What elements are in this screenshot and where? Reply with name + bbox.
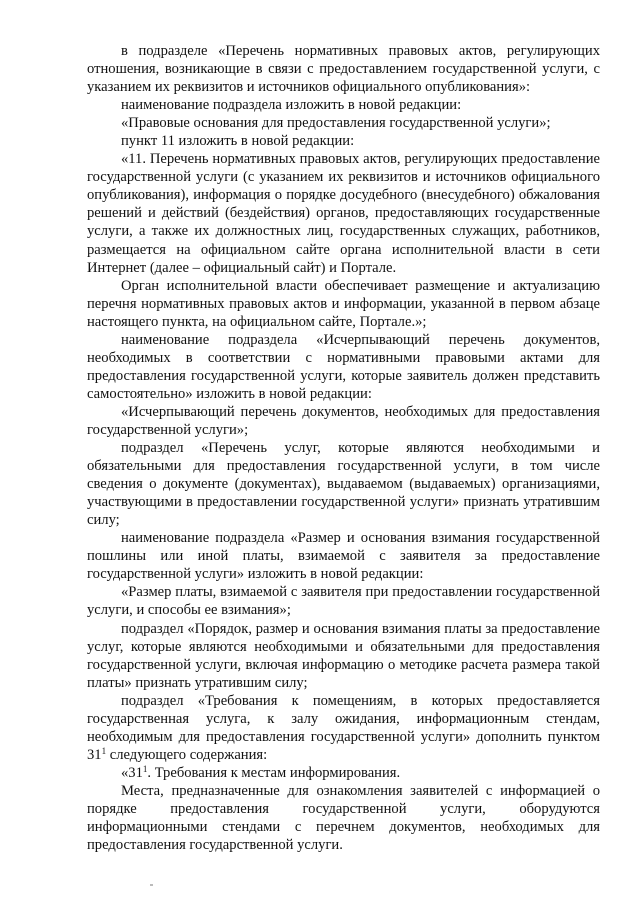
paragraph-subsection-reference: в подразделе «Перечень нормативных правовых актов, регулирующих отношения, возникающие в связи с предоставлением государственной услуги, с указанием их реквизитов и источников официального опубликования»:: [87, 43, 600, 96]
paragraph-documents-subsection: наименование подраздела «Исчерпывающий перечень документов, необходимых в соответствии с нормативными правовыми актами для предоставления государственной услуги, которые заявитель должен представить самостоятельно» изложить в новой редакции:: [87, 331, 600, 402]
paragraph-premises-requirements: [87, 692, 600, 764]
paragraph-title-change: наименование подраздела изложить в новой редакции:: [121, 97, 462, 114]
paragraph-new-title: «Правовые основания для предоставления государственной услуги»;: [121, 115, 551, 132]
paragraph-fee-procedure-repealed: подраздел «Порядок, размер и основания взимания платы за предоставление услуг, которые являются необходимыми и обязательными для предоставления государственной услуги, включая информацию о методике расчета размера такой платы» признать утратившим силу;: [87, 620, 600, 691]
item-number-superscript: 1: [142, 763, 148, 774]
premises-text: подраздел «Требования к помещениям, в которых предоставляется государственная услуга, к залу ожидания, информационным стендам, необходимым для предоставления государственной услуги» дополнить пунктом 31: [87, 692, 600, 763]
item-superscript: 1: [101, 745, 107, 756]
paragraph-services-list-repealed: подраздел «Перечень услуг, которые являются необходимыми и обязательными для предоставления государственной услуги, в том числе сведения о документе (документах), выдаваемом (выдаваемых) организациями, участвующими в предоставлении государственной услуги» признать утратившим силу;: [87, 440, 600, 529]
paragraph-fee-subsection: наименование подраздела «Размер и основания взимания государственной пошлины или иной платы, взимаемой с заявителя за предоставление государственной услуги» изложить в новой редакции:: [87, 530, 600, 583]
premises-text-end: следующего содержания:: [106, 746, 268, 763]
paragraph-item-11-change: пункт 11 изложить в новой редакции:: [121, 133, 355, 150]
paragraph-fee-new-title: «Размер платы, взимаемой с заявителя при предоставлении государственной услуги, и способы ее взимания»;: [87, 584, 600, 619]
paragraph-item-11-text: «11. Перечень нормативных правовых актов, регулирующих предоставление государственной услуги (с указанием их реквизитов и источников официального опубликования), информация о порядке досудебного (внесудебного) обжалования решений и действий (бездействия) органов, предоставляющих государственные услуги, а также их должностных лиц, государственных служащих, работников, размещается на официальном сайте органа исполнительной власти в сети Интернет (далее – официальный сайт) и Портале.: [87, 151, 600, 276]
paragraph-documents-new-title: «Исчерпывающий перечень документов, необходимых для предоставления государственной услуги»;: [87, 403, 600, 438]
item-heading-text: . Требования к местам информирования.: [147, 764, 401, 781]
paragraph-info-stands: Места, предназначенные для ознакомления заявителей с информацией о порядке предоставления государственной услуги, оборудуются информационными стендами с перечнем документов, необходимых для предоставления государственной услуги.: [87, 782, 600, 854]
scan-speck: [150, 884, 153, 886]
document-body: [87, 42, 600, 854]
paragraph-item-31-1-heading: [87, 764, 600, 782]
paragraph-authority-obligation: Орган исполнительной власти обеспечивает размещение и актуализацию перечня нормативных правовых актов и информации, указанной в первом абзаце настоящего пункта, на официальном сайте, Портале.»;: [87, 277, 600, 330]
item-number: «31: [121, 764, 143, 781]
